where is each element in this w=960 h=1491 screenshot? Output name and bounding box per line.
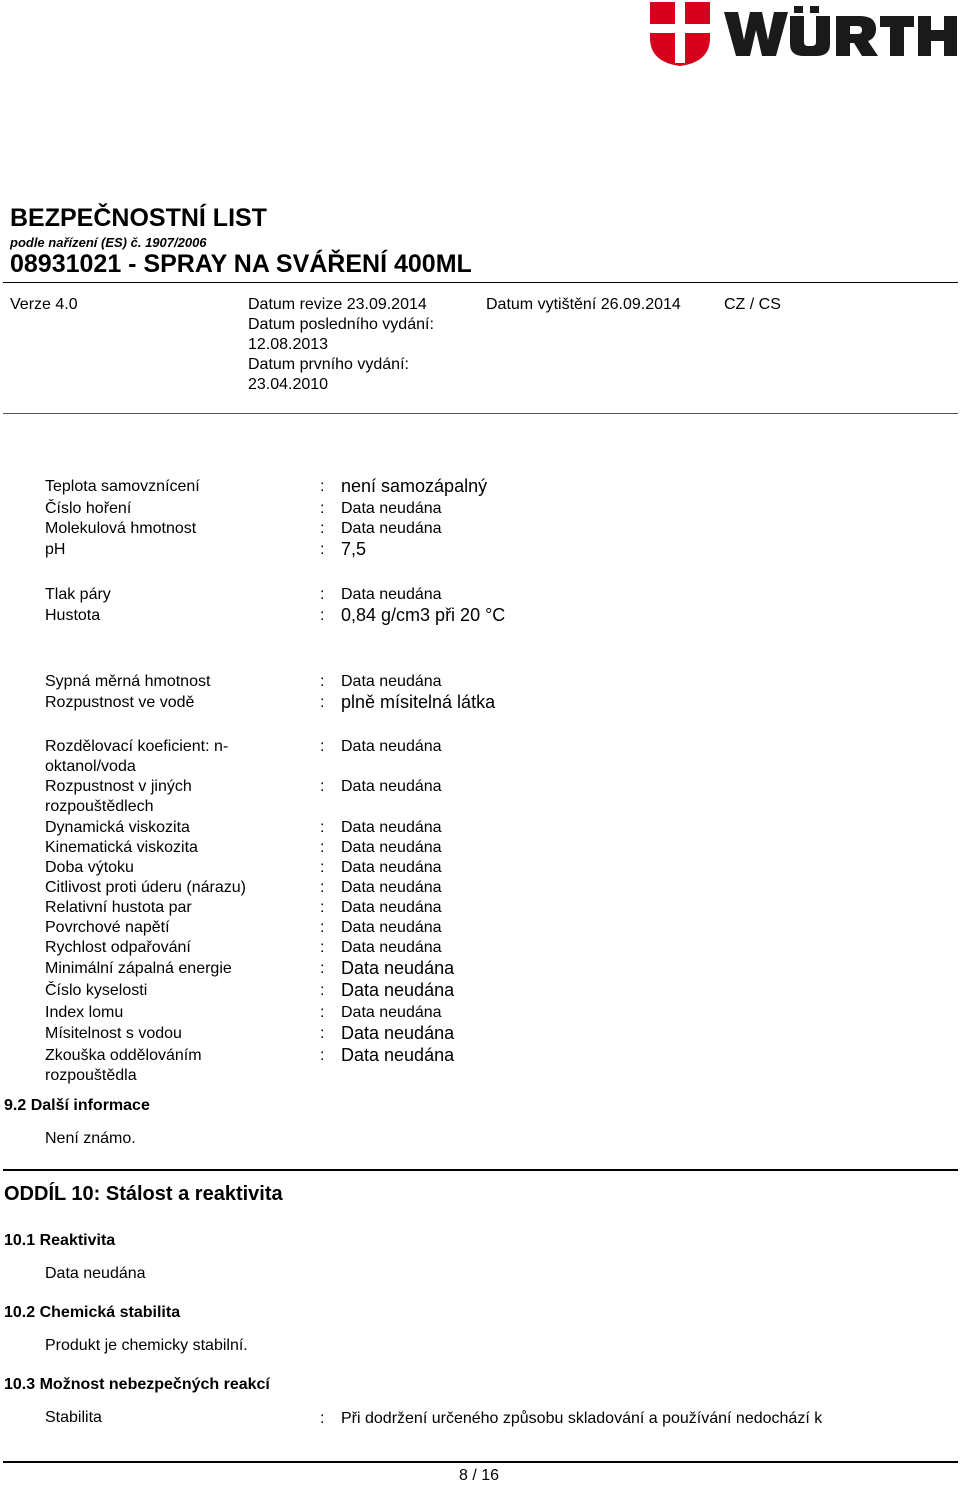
property-value: Data neudána (341, 939, 442, 956)
property-value: Data neudána (341, 1045, 455, 1065)
property-label: Doba výtoku (45, 859, 134, 876)
stability-colon: : (320, 1410, 325, 1427)
page-number: 8 / 16 (458, 1467, 500, 1484)
property-value: 7,5 (341, 539, 367, 559)
section-divider (3, 1169, 958, 1171)
property-label-continued: rozpouštědlech (45, 798, 154, 815)
property-value: Data neudána (341, 980, 455, 1000)
property-value: Data neudána (341, 520, 442, 537)
last-issue-label: Datum posledního vydání: (248, 316, 434, 333)
property-value: Data neudána (341, 839, 442, 856)
section-10-2-heading: 10.2 Chemická stabilita (4, 1304, 181, 1321)
property-value: Data neudána (341, 958, 455, 978)
property-label: Zkouška oddělováním (45, 1047, 202, 1064)
property-colon: : (320, 520, 325, 537)
property-colon: : (320, 982, 325, 999)
property-label: Kinematická viskozita (45, 839, 198, 856)
property-value: 0,84 g/cm3 při 20 °C (341, 605, 506, 625)
section-10-1-text: Data neudána (45, 1265, 146, 1282)
property-colon: : (320, 819, 325, 836)
property-label: Číslo hoření (45, 500, 132, 517)
property-label-continued: rozpouštědla (45, 1067, 137, 1084)
property-label: Teplota samovznícení (45, 478, 200, 495)
property-colon: : (320, 586, 325, 603)
property-colon: : (320, 859, 325, 876)
version: Verze 4.0 (10, 296, 78, 313)
property-value: Data neudána (341, 673, 442, 690)
property-colon: : (320, 1025, 325, 1042)
property-label-continued: oktanol/voda (45, 758, 136, 775)
property-value: Data neudána (341, 500, 442, 517)
property-label: pH (45, 541, 66, 558)
property-value: Data neudána (341, 1023, 455, 1043)
meta-divider (3, 413, 958, 414)
section-10-2-text: Produkt je chemicky stabilní. (45, 1337, 248, 1354)
property-value: Data neudána (341, 1004, 442, 1021)
property-label: Sypná měrná hmotnost (45, 673, 211, 690)
first-issue-date: 23.04.2010 (248, 376, 329, 393)
property-value: Data neudána (341, 586, 442, 603)
property-colon: : (320, 541, 325, 558)
regulation-subtitle: podle nařízení (ES) č. 1907/2006 (10, 235, 207, 250)
section-9-2-heading: 9.2 Další informace (4, 1097, 150, 1114)
property-colon: : (320, 1047, 325, 1064)
property-colon: : (320, 939, 325, 956)
property-value: Data neudána (341, 819, 442, 836)
property-colon: : (320, 879, 325, 896)
property-value: Data neudána (341, 899, 442, 916)
property-colon: : (320, 1004, 325, 1021)
stability-label: Stabilita (45, 1409, 102, 1426)
property-colon: : (320, 919, 325, 936)
property-label: Mísitelnost s vodou (45, 1025, 182, 1042)
product-title: 08931021 - SPRAY NA SVÁŘENÍ 400ML (10, 250, 472, 278)
property-label: Index lomu (45, 1004, 124, 1021)
property-label: Tlak páry (45, 586, 111, 603)
property-colon: : (320, 478, 325, 495)
header-divider (3, 282, 958, 283)
stability-value: Při dodržení určeného způsobu skladování a používání nedochází k (341, 1410, 823, 1427)
property-colon: : (320, 694, 325, 711)
section-10-1-heading: 10.1 Reaktivita (4, 1232, 116, 1249)
footer-divider (3, 1461, 958, 1463)
property-value: Data neudána (341, 738, 442, 755)
section-10-heading: ODDÍL 10: Stálost a reaktivita (4, 1183, 283, 1205)
section-9-2-text: Není známo. (45, 1130, 136, 1147)
property-label: Rozdělovací koeficient: n- (45, 738, 229, 755)
property-value: Data neudána (341, 879, 442, 896)
property-label: Rozpustnost ve vodě (45, 694, 195, 711)
property-colon: : (320, 899, 325, 916)
property-colon: : (320, 500, 325, 517)
property-label: Povrchové napětí (45, 919, 170, 936)
property-label: Číslo kyselosti (45, 982, 148, 999)
section-10-3-heading: 10.3 Možnost nebezpečných reakcí (4, 1376, 270, 1393)
last-issue-date: 12.08.2013 (248, 336, 329, 353)
property-value: Data neudána (341, 778, 442, 795)
document-title: BEZPEČNOSTNÍ LIST (10, 204, 267, 232)
property-value: Data neudána (341, 859, 442, 876)
property-value: plně mísitelná látka (341, 692, 496, 712)
property-colon: : (320, 673, 325, 690)
property-colon: : (320, 778, 325, 795)
print-date: Datum vytištění 26.09.2014 (486, 296, 681, 313)
wurth-logo (648, 0, 958, 70)
property-colon: : (320, 738, 325, 755)
property-label: Rozpustnost v jiných (45, 778, 192, 795)
property-label: Minimální zápalná energie (45, 960, 232, 977)
property-value: není samozápalný (341, 476, 488, 496)
page-number-wrap (0, 1467, 960, 1485)
property-label: Relativní hustota par (45, 899, 192, 916)
property-value: Data neudána (341, 919, 442, 936)
property-label: Dynamická viskozita (45, 819, 190, 836)
property-colon: : (320, 839, 325, 856)
property-label: Rychlost odpařování (45, 939, 191, 956)
revision-date: Datum revize 23.09.2014 (248, 296, 427, 313)
property-label: Citlivost proti úderu (nárazu) (45, 879, 246, 896)
property-colon: : (320, 607, 325, 624)
property-label: Molekulová hmotnost (45, 520, 197, 537)
first-issue-label: Datum prvního vydání: (248, 356, 409, 373)
property-colon: : (320, 960, 325, 977)
property-label: Hustota (45, 607, 101, 624)
locale: CZ / CS (724, 296, 781, 313)
